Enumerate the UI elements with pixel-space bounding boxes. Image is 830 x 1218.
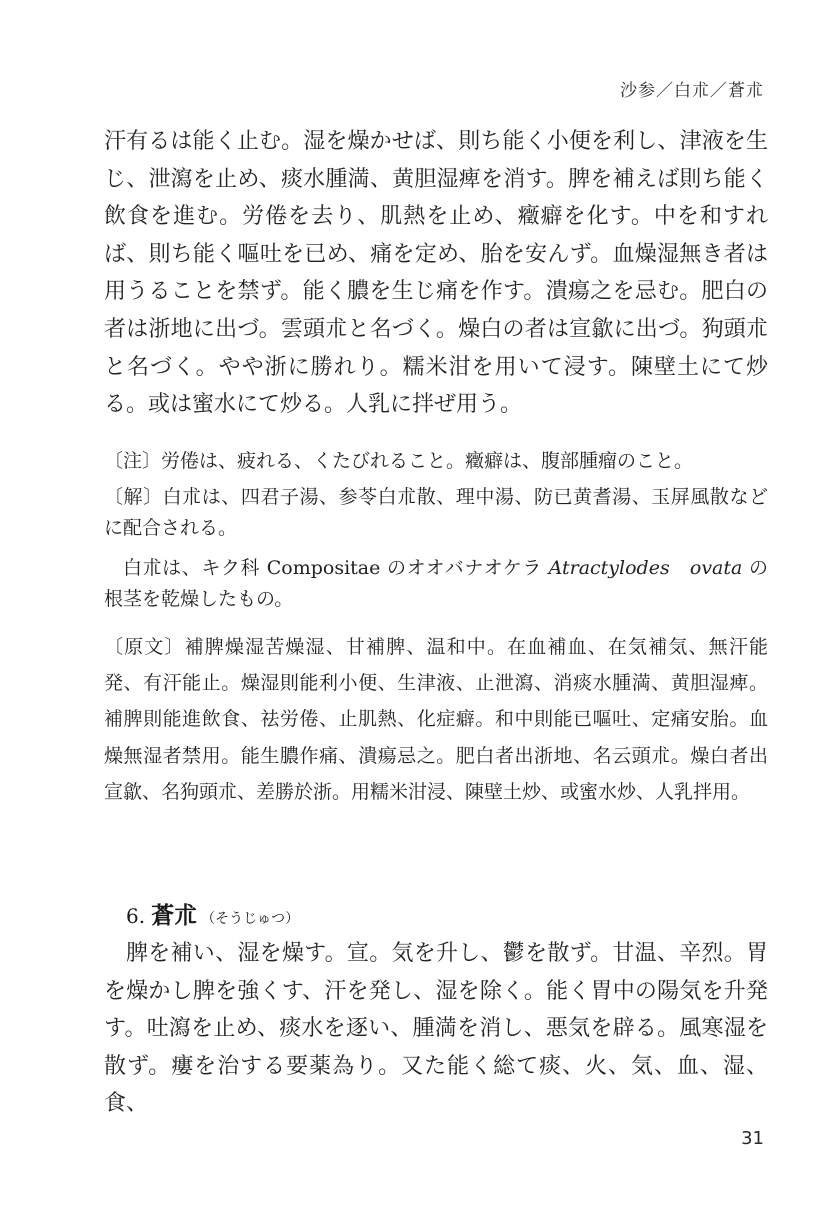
main-paragraph: 汗有るは能く止む。湿を燥かせば、則ち能く小便を利し、津液を生じ、泄瀉を止め、痰水腫満、黄胆湿痺を消す。脾を補えば則ち能く飲食を進む。労倦を去り、肌熱を止め、癥癖を化す。中を和すれば、則ち能く嘔吐を已め、痛を定め、胎を安んず。血燥湿無き者は用うることを禁ず。能く膿を生じ痛を作す。潰瘍之を忌む。肥白の者は浙地に出づ。雲頭朮と名づく。燥白の者は宣歙に出づ。狗頭朮と名づく。やや浙に勝れり。糯米泔を用いて浸す。陳壁土にて炒る。或は蜜水にて炒る。人乳に拌ぜ用う。 [104, 129, 768, 418]
original-text-paragraph: 〔原文〕補脾燥湿苦燥湿、甘補脾、温和中。在血補血、在気補気、無汗能発、有汗能止。燥湿則能利小便、生津液、止泄瀉、消痰水腫満、黄胆湿痺。補脾則能進飲食、祛労倦、止肌熱、化症癖。和中則能已嘔吐、定痛安胎。血燥無湿者禁用。能生膿作痛、潰瘍忌之。肥白者出浙地、名云頭朮。燥白者出宣歙、名狗頭朮、差勝於浙。用糯米泔浸、陳壁土炒、或蜜水炒、人乳拌用。 [104, 636, 768, 803]
running-head: 沙参／白朮／蒼朮 [620, 81, 764, 101]
botanical-source-paragraph [104, 553, 768, 615]
note-paragraph: 〔注〕労倦は、疲れる、くたびれること。癥癖は、腹部腫瘤のこと。 [104, 450, 694, 472]
botanical-prefix: 白朮は、キク科 Compositae のオオバナオケラ [123, 557, 549, 579]
botanical-suffix: の根茎を乾燥したもの。 [104, 557, 768, 611]
section-title: 蒼朮 [151, 902, 198, 929]
section-number: 6. [126, 904, 146, 928]
scientific-name: Atractylodes ovata [548, 557, 743, 579]
section-paragraph: 脾を補い、湿を燥す。宣。気を升し、鬱を散ず。甘温、辛烈。胃を燥かし脾を強くす、汗を発し、湿を除く。能く胃中の陽気を升発す。吐瀉を止め、痰水を逐い、腫満を消し、悪気を辟る。風寒湿を散ず。瘻を治する要薬為り。又た能く総て痰、火、気、血、湿、食、 [104, 941, 768, 1117]
explanation-paragraph: 〔解〕白朮は、四君子湯、参苓白朮散、理中湯、防已黄耆湯、玉屏風散などに配合される。 [104, 486, 768, 540]
page-number: 31 [741, 1128, 764, 1149]
section-heading [126, 897, 299, 930]
section-reading: （そうじゅつ） [201, 911, 300, 927]
